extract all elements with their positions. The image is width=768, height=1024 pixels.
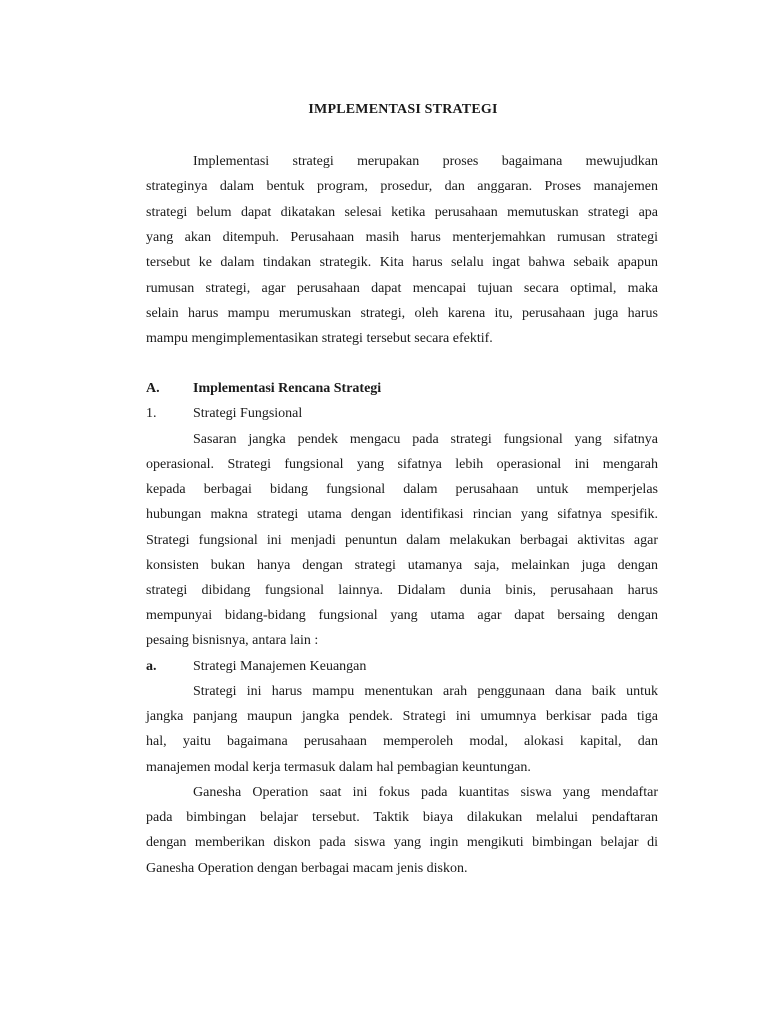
section-a-marker: A.	[146, 381, 160, 396]
intro-line-1: Implementasi strategi merupakan proses bagaimana mewujudkan	[193, 154, 658, 169]
item-a-p2-line-4: Ganesha Operation dengan berbagai macam jenis diskon.	[146, 861, 468, 876]
item-1-line-8: mempunyai bidang-bidang fungsional yang utama agar dapat bersaing dengan	[146, 608, 658, 623]
item-1-line-7: strategi dibidang fungsional lainnya. Didalam dunia binis, perusahaan harus	[146, 583, 658, 598]
intro-line-8: mampu mengimplementasikan strategi tersebut secara efektif.	[146, 331, 493, 346]
item-1-heading: Strategi Fungsional	[193, 406, 303, 421]
item-a-p1-line-4: manajemen modal kerja termasuk dalam hal pembagian keuntungan.	[146, 760, 531, 775]
item-1-marker: 1.	[146, 406, 157, 421]
item-a-p1-line-3: hal, yaitu bagaimana perusahaan memperoleh modal, alokasi kapital, dan	[146, 734, 658, 749]
item-a-p2-line-2: pada bimbingan belajar tersebut. Taktik biaya dilakukan melalui pendaftaran	[146, 810, 658, 825]
item-a-p1-line-1: Strategi ini harus mampu menentukan arah penggunaan dana baik untuk	[193, 684, 658, 699]
item-a-p1-line-2: jangka panjang maupun jangka pendek. Strategi ini umumnya berkisar pada tiga	[146, 709, 658, 724]
item-a-p2-line-1: Ganesha Operation saat ini fokus pada kuantitas siswa yang mendaftar	[193, 785, 658, 800]
item-1-line-5: Strategi fungsional ini menjadi penuntun dalam melakukan berbagai aktivitas agar	[146, 533, 658, 548]
item-a-marker: a.	[146, 659, 157, 674]
item-1-line-9: pesaing bisnisnya, antara lain :	[146, 633, 319, 648]
item-1-line-2: operasional. Strategi fungsional yang sifatnya lebih operasional ini mengarah	[146, 457, 658, 472]
intro-line-7: selain harus mampu merumuskan strategi, oleh karena itu, perusahaan juga harus	[146, 306, 658, 321]
item-1-line-3: kepada berbagai bidang fungsional dalam perusahaan untuk memperjelas	[146, 482, 658, 497]
intro-line-5: tersebut ke dalam tindakan strategik. Kita harus selalu ingat bahwa sebaik apapun	[146, 255, 658, 270]
item-a-p2-line-3: dengan memberikan diskon pada siswa yang ingin mengikuti bimbingan belajar di	[146, 835, 658, 850]
item-1-line-1: Sasaran jangka pendek mengacu pada strategi fungsional yang sifatnya	[193, 432, 658, 447]
intro-line-3: strategi belum dapat dikatakan selesai ketika perusahaan memutuskan strategi apa	[146, 205, 658, 220]
intro-line-6: rumusan strategi, agar perusahaan dapat mencapai tujuan secara optimal, maka	[146, 281, 658, 296]
section-a-heading: Implementasi Rencana Strategi	[193, 381, 382, 396]
document-title: IMPLEMENTASI STRATEGI	[308, 102, 498, 117]
intro-line-2: strateginya dalam bentuk program, prosedur, dan anggaran. Proses manajemen	[146, 179, 658, 194]
item-1-line-4: hubungan makna strategi utama dengan identifikasi rincian yang sifatnya spesifik.	[146, 507, 658, 522]
item-a-heading: Strategi Manajemen Keuangan	[193, 659, 367, 674]
intro-line-4: yang akan ditempuh. Perusahaan masih harus menterjemahkan rumusan strategi	[146, 230, 658, 245]
item-1-line-6: konsisten bukan hanya dengan strategi utamanya saja, melainkan juga dengan	[146, 558, 658, 573]
